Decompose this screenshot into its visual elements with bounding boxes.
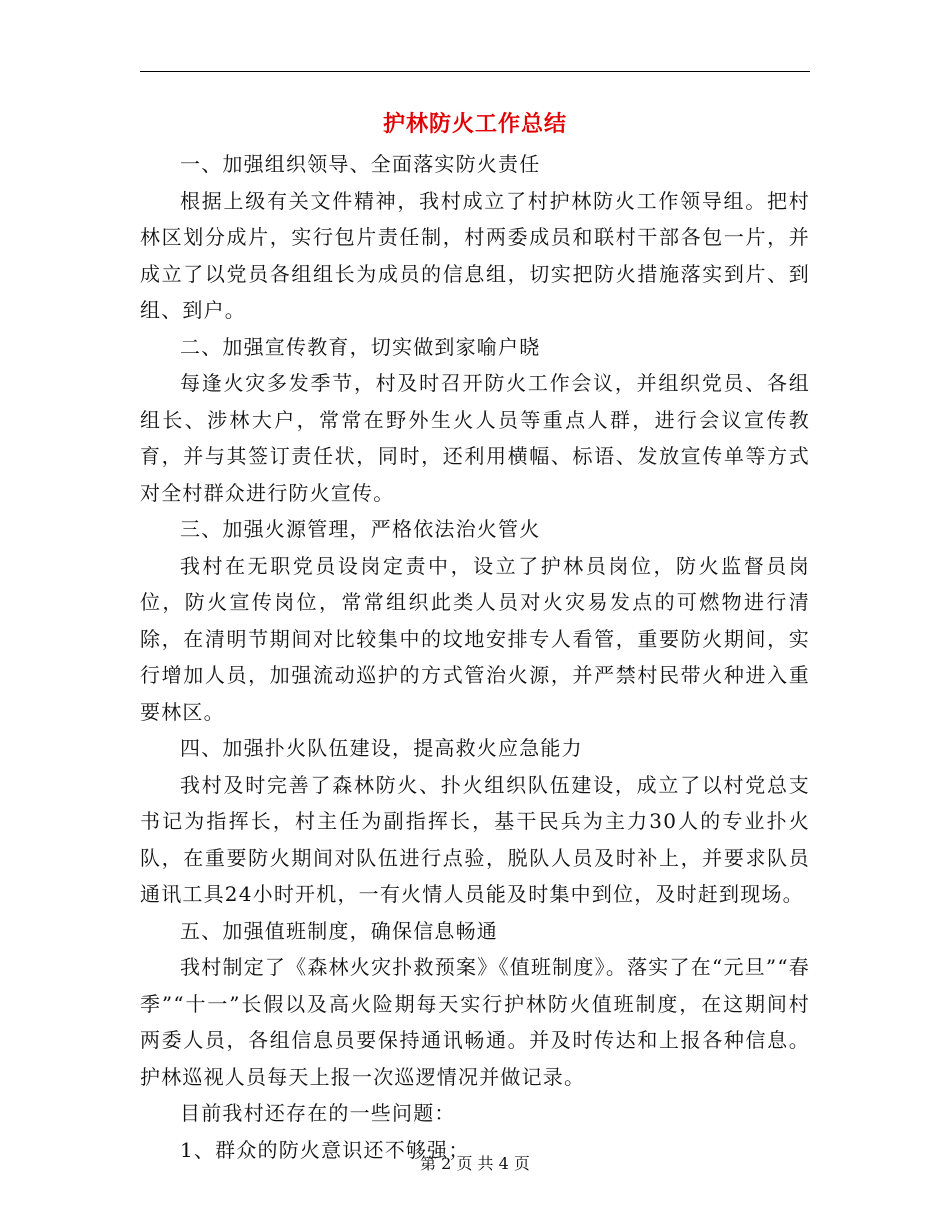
paragraph: 我村在无职党员设岗定责中，设立了护林员岗位，防火监督员岗位，防火宣传岗位，常常组织此类人员对火灾易发点的可燃物进行清除，在清明节期间对比较集中的坟地安排专人看管，重要防火期间，实行增加人员，加强流动巡护的方式管治火源，并严禁村民带火种进入重要林区。 bbox=[140, 553, 810, 724]
section-heading-4: 四、加强扑火队伍建设，提高救火应急能力 bbox=[180, 736, 583, 760]
paragraph: 每逢火灾多发季节，村及时召开防火工作会议，并组织党员、各组组长、涉林大户，常常在野外生火人员等重点人群，进行会议宣传教育，并与其签订责任状，同时，还利用横幅、标语、发放宣传单等方式对全村群众进行防火宣传。 bbox=[140, 371, 810, 505]
document-body bbox=[140, 146, 810, 1168]
paragraph: 我村及时完善了森林防火、扑火组织队伍建设，成立了以村党总支书记为指挥长，村主任为副指挥长，基干民兵为主力30人的专业扑火队，在重要防火期间对队伍进行点验，脱队人员及时补上，并要求队员通讯工具24小时开机，一有火情人员能及时集中到位，及时赶到现场。 bbox=[140, 772, 810, 906]
problems-heading: 目前我村还存在的一些问题： bbox=[180, 1101, 456, 1125]
list-item: 1、群众的防火意识还不够强； bbox=[180, 1137, 470, 1162]
header-rule bbox=[140, 71, 810, 72]
document-title: 护林防火工作总结 bbox=[382, 112, 567, 137]
section-heading-1: 一、加强组织领导、全面落实防火责任 bbox=[180, 152, 541, 176]
page-number: 第 2 页 共 4 页 bbox=[420, 1154, 530, 1173]
section-heading-2: 二、加强宣传教育，切实做到家喻户晓 bbox=[180, 334, 541, 359]
section-heading-3: 三、加强火源管理，严格依法治火管火 bbox=[180, 517, 541, 541]
paragraph: 根据上级有关文件精神，我村成立了村护林防火工作领导组。把村林区划分成片，实行包片责任制，村两委成员和联村干部各包一片，并成立了以党员各组组长为成员的信息组，切实把防火措施落实到片、到组、到户。 bbox=[140, 188, 810, 322]
section-heading-5: 五、加强值班制度，确保信息畅通 bbox=[180, 918, 498, 943]
paragraph: 我村制定了《森林火灾扑救预案》《值班制度》。落实了在“元旦”“春季”“十一”长假以及高火险期每天实行护林防火值班制度，在这期间村两委人员，各组信息员要保持通讯畅通。并及时传达和上报各种信息。护林巡视人员每天上报一次巡逻情况并做记录。 bbox=[140, 955, 810, 1089]
